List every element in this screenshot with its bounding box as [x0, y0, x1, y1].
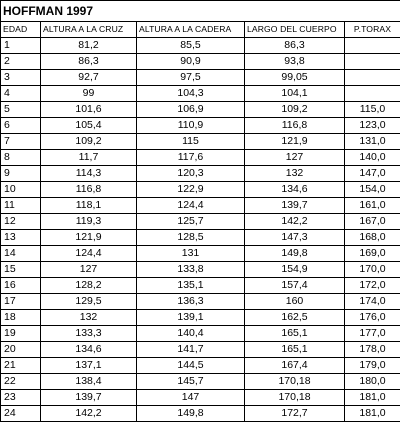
header-largo-cuerpo[interactable]: LARGO DEL CUERPO — [245, 22, 345, 38]
cell-edad[interactable]: 8 — [1, 150, 41, 166]
cell-altura-cadera[interactable]: 124,4 — [137, 198, 245, 214]
cell-largo-cuerpo[interactable]: 147,3 — [245, 230, 345, 246]
cell-altura-cadera[interactable]: 115 — [137, 134, 245, 150]
cell-largo-cuerpo[interactable]: 134,6 — [245, 182, 345, 198]
cell-p-torax[interactable]: 170,0 — [345, 262, 400, 278]
cell-altura-cadera[interactable]: 144,5 — [137, 358, 245, 374]
table-row — [1, 102, 400, 118]
cell-altura-cadera[interactable]: 128,5 — [137, 230, 245, 246]
cell-edad[interactable]: 18 — [1, 310, 41, 326]
cell-p-torax[interactable]: 181,0 — [345, 406, 400, 422]
table-row — [1, 38, 400, 54]
cell-edad[interactable]: 1 — [1, 38, 41, 54]
table-row — [1, 390, 400, 406]
table-row — [1, 230, 400, 246]
cell-largo-cuerpo[interactable]: 149,8 — [245, 246, 345, 262]
cell-blank[interactable] — [245, 1, 345, 22]
cell-altura-cadera[interactable]: 149,8 — [137, 406, 245, 422]
cell-edad[interactable]: 7 — [1, 134, 41, 150]
cell-altura-cadera[interactable]: 85,5 — [137, 38, 245, 54]
cell-altura-cruz[interactable]: 118,1 — [41, 198, 137, 214]
table-row — [1, 214, 400, 230]
cell-edad[interactable]: 24 — [1, 406, 41, 422]
cell-p-torax[interactable]: 131,0 — [345, 134, 400, 150]
cell-p-torax[interactable]: 140,0 — [345, 150, 400, 166]
cell-altura-cruz[interactable]: 128,2 — [41, 278, 137, 294]
cell-p-torax[interactable]: 178,0 — [345, 342, 400, 358]
cell-largo-cuerpo[interactable]: 93,8 — [245, 54, 345, 70]
cell-edad[interactable]: 21 — [1, 358, 41, 374]
cell-altura-cadera[interactable]: 125,7 — [137, 214, 245, 230]
cell-altura-cadera[interactable]: 120,3 — [137, 166, 245, 182]
cell-altura-cruz[interactable]: 142,2 — [41, 406, 137, 422]
cell-p-torax[interactable] — [345, 70, 400, 86]
table-row — [1, 70, 400, 86]
table-row — [1, 134, 400, 150]
cell-altura-cadera[interactable]: 106,9 — [137, 102, 245, 118]
cell-altura-cruz[interactable]: 132 — [41, 310, 137, 326]
cell-altura-cruz[interactable]: 129,5 — [41, 294, 137, 310]
cell-edad[interactable]: 4 — [1, 86, 41, 102]
cell-largo-cuerpo[interactable]: 167,4 — [245, 358, 345, 374]
cell-p-torax[interactable] — [345, 38, 400, 54]
header-altura-cruz[interactable]: ALTURA A LA CRUZ — [41, 22, 137, 38]
cell-p-torax[interactable]: 179,0 — [345, 358, 400, 374]
cell-largo-cuerpo[interactable]: 116,8 — [245, 118, 345, 134]
cell-p-torax[interactable]: 123,0 — [345, 118, 400, 134]
table-row — [1, 86, 400, 102]
title-row — [1, 1, 400, 22]
cell-edad[interactable]: 11 — [1, 198, 41, 214]
cell-altura-cruz[interactable]: 11,7 — [41, 150, 137, 166]
table-row — [1, 182, 400, 198]
cell-altura-cruz[interactable]: 86,3 — [41, 54, 137, 70]
cell-altura-cadera[interactable]: 122,9 — [137, 182, 245, 198]
table-row — [1, 262, 400, 278]
cell-edad[interactable]: 14 — [1, 246, 41, 262]
cell-edad[interactable]: 23 — [1, 390, 41, 406]
cell-p-torax[interactable] — [345, 54, 400, 70]
cell-altura-cadera[interactable]: 140,4 — [137, 326, 245, 342]
cell-largo-cuerpo[interactable]: 157,4 — [245, 278, 345, 294]
cell-altura-cadera[interactable]: 136,3 — [137, 294, 245, 310]
cell-p-torax[interactable]: 147,0 — [345, 166, 400, 182]
table-row — [1, 358, 400, 374]
cell-largo-cuerpo[interactable]: 172,7 — [245, 406, 345, 422]
cell-altura-cadera[interactable]: 117,6 — [137, 150, 245, 166]
cell-p-torax[interactable]: 177,0 — [345, 326, 400, 342]
table-row — [1, 166, 400, 182]
table-row — [1, 150, 400, 166]
cell-blank[interactable] — [137, 1, 245, 22]
cell-largo-cuerpo[interactable]: 104,1 — [245, 86, 345, 102]
cell-altura-cruz[interactable]: 121,9 — [41, 230, 137, 246]
cell-edad[interactable]: 13 — [1, 230, 41, 246]
cell-altura-cadera[interactable]: 104,3 — [137, 86, 245, 102]
cell-altura-cruz[interactable]: 127 — [41, 262, 137, 278]
cell-edad[interactable]: 16 — [1, 278, 41, 294]
cell-largo-cuerpo[interactable]: 99,05 — [245, 70, 345, 86]
table-row — [1, 326, 400, 342]
cell-altura-cruz[interactable]: 99 — [41, 86, 137, 102]
cell-p-torax[interactable]: 180,0 — [345, 374, 400, 390]
cell-p-torax[interactable]: 169,0 — [345, 246, 400, 262]
cell-altura-cruz[interactable]: 137,1 — [41, 358, 137, 374]
header-row — [1, 22, 400, 38]
cell-p-torax[interactable]: 174,0 — [345, 294, 400, 310]
cell-altura-cadera[interactable]: 110,9 — [137, 118, 245, 134]
cell-largo-cuerpo[interactable]: 142,2 — [245, 214, 345, 230]
cell-largo-cuerpo[interactable]: 86,3 — [245, 38, 345, 54]
cell-altura-cadera[interactable]: 147 — [137, 390, 245, 406]
header-edad[interactable]: EDAD — [1, 22, 41, 38]
cell-altura-cruz[interactable]: 105,4 — [41, 118, 137, 134]
cell-largo-cuerpo[interactable]: 154,9 — [245, 262, 345, 278]
cell-altura-cruz[interactable]: 81,2 — [41, 38, 137, 54]
cell-altura-cruz[interactable]: 114,3 — [41, 166, 137, 182]
cell-edad[interactable]: 3 — [1, 70, 41, 86]
cell-largo-cuerpo[interactable]: 132 — [245, 166, 345, 182]
table-row — [1, 406, 400, 422]
cell-p-torax[interactable]: 167,0 — [345, 214, 400, 230]
cell-largo-cuerpo[interactable]: 170,18 — [245, 374, 345, 390]
cell-largo-cuerpo[interactable]: 109,2 — [245, 102, 345, 118]
cell-p-torax[interactable]: 115,0 — [345, 102, 400, 118]
cell-p-torax[interactable]: 161,0 — [345, 198, 400, 214]
cell-altura-cadera[interactable]: 145,7 — [137, 374, 245, 390]
cell-largo-cuerpo[interactable]: 127 — [245, 150, 345, 166]
cell-p-torax[interactable]: 154,0 — [345, 182, 400, 198]
cell-blank[interactable] — [345, 1, 400, 22]
header-p-torax[interactable]: P.TORAX — [345, 22, 400, 38]
cell-altura-cruz[interactable]: 119,3 — [41, 214, 137, 230]
cell-p-torax[interactable]: 168,0 — [345, 230, 400, 246]
cell-edad[interactable]: 2 — [1, 54, 41, 70]
cell-altura-cruz[interactable]: 101,6 — [41, 102, 137, 118]
table-row — [1, 374, 400, 390]
cell-edad[interactable]: 5 — [1, 102, 41, 118]
cell-altura-cadera[interactable]: 141,7 — [137, 342, 245, 358]
table-row — [1, 246, 400, 262]
cell-edad[interactable]: 10 — [1, 182, 41, 198]
cell-edad[interactable]: 20 — [1, 342, 41, 358]
cell-altura-cadera[interactable]: 90,9 — [137, 54, 245, 70]
cell-altura-cadera[interactable]: 139,1 — [137, 310, 245, 326]
cell-p-torax[interactable] — [345, 86, 400, 102]
table-row — [1, 54, 400, 70]
cell-altura-cruz[interactable]: 133,3 — [41, 326, 137, 342]
table-row — [1, 310, 400, 326]
table-row — [1, 198, 400, 214]
cell-edad[interactable]: 19 — [1, 326, 41, 342]
table-row — [1, 278, 400, 294]
cell-largo-cuerpo[interactable]: 160 — [245, 294, 345, 310]
cell-altura-cruz[interactable]: 138,4 — [41, 374, 137, 390]
header-altura-cadera[interactable]: ALTURA A LA CADERA — [137, 22, 245, 38]
cell-altura-cruz[interactable]: 139,7 — [41, 390, 137, 406]
cell-altura-cadera[interactable]: 131 — [137, 246, 245, 262]
cell-edad[interactable]: 22 — [1, 374, 41, 390]
table-row — [1, 118, 400, 134]
cell-edad[interactable]: 9 — [1, 166, 41, 182]
cell-edad[interactable]: 6 — [1, 118, 41, 134]
cell-altura-cadera[interactable]: 97,5 — [137, 70, 245, 86]
cell-largo-cuerpo[interactable]: 165,1 — [245, 342, 345, 358]
cell-edad[interactable]: 12 — [1, 214, 41, 230]
cell-largo-cuerpo[interactable]: 170,18 — [245, 390, 345, 406]
cell-largo-cuerpo[interactable]: 162,5 — [245, 310, 345, 326]
cell-p-torax[interactable]: 172,0 — [345, 278, 400, 294]
cell-altura-cruz[interactable]: 92,7 — [41, 70, 137, 86]
table-row — [1, 342, 400, 358]
table-title[interactable]: HOFFMAN 1997 — [1, 1, 137, 22]
cell-edad[interactable]: 15 — [1, 262, 41, 278]
cell-altura-cadera[interactable]: 133,8 — [137, 262, 245, 278]
cell-altura-cruz[interactable]: 134,6 — [41, 342, 137, 358]
cell-largo-cuerpo[interactable]: 165,1 — [245, 326, 345, 342]
cell-largo-cuerpo[interactable]: 121,9 — [245, 134, 345, 150]
cell-altura-cruz[interactable]: 124,4 — [41, 246, 137, 262]
table-row — [1, 294, 400, 310]
table-body — [1, 1, 400, 422]
cell-largo-cuerpo[interactable]: 139,7 — [245, 198, 345, 214]
cell-altura-cadera[interactable]: 135,1 — [137, 278, 245, 294]
cell-p-torax[interactable]: 181,0 — [345, 390, 400, 406]
cell-edad[interactable]: 17 — [1, 294, 41, 310]
cell-p-torax[interactable]: 176,0 — [345, 310, 400, 326]
cell-altura-cruz[interactable]: 116,8 — [41, 182, 137, 198]
cell-altura-cruz[interactable]: 109,2 — [41, 134, 137, 150]
